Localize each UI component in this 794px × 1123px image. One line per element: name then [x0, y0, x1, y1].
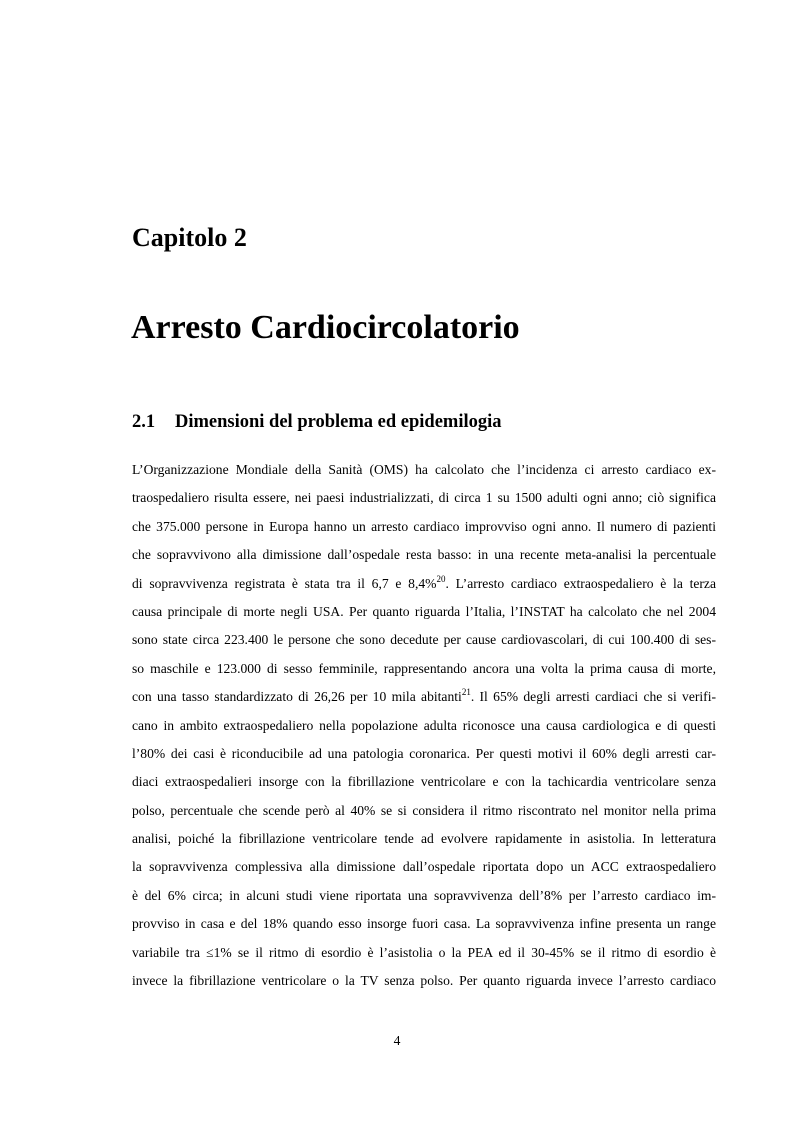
section-number: 2.1 — [132, 412, 156, 432]
paragraph-line: la sopravvivenza complessiva alla dimissione dall’ospedale riportata dopo un ACC extraospedaliero — [132, 859, 716, 875]
paragraph-line: che 375.000 persone in Europa hanno un arresto cardiaco improvviso ogni anno. Il numero di pazienti — [132, 518, 716, 534]
paragraph-line: invece la fibrillazione ventricolare o la TV senza polso. Per quanto riguarda invece l’arresto cardiaco — [132, 973, 716, 989]
citation-superscript: 21 — [461, 687, 471, 698]
paragraph-line: variabile tra ≤1% se il ritmo di esordio è l’asistolia o la PEA ed il 30-45% se il ritmo di esordio è — [132, 944, 716, 960]
paragraph-line — [132, 570, 716, 598]
paragraph-line: cano in ambito extraospedaliero nella popolazione adulta riconosce una causa cardiologica e di questi — [132, 717, 716, 733]
paragraph-line: L’Organizzazione Mondiale della Sanità (OMS) ha calcolato che l’incidenza ci arresto cardiaco ex- — [132, 462, 716, 477]
line-text: di sopravvivenza registrata è stata tra il 6,7 e 8,4% — [132, 575, 437, 591]
paragraph-line: so maschile e 123.000 di sesso femminile, rappresentando ancora una volta la prima causa di morte, — [132, 660, 716, 676]
paragraph-line: provviso in casa e del 18% quando esso insorge fuori casa. La sopravvivenza infine presenta un range — [132, 916, 716, 932]
paragraph-line: polso, percentuale che scende però al 40% se si considera il ritmo riscontrato nel monitor nella prima — [132, 802, 716, 818]
paragraph-line: causa principale di morte negli USA. Per quanto riguarda l’Italia, l’INSTAT ha calcolato che nel 2004 — [132, 603, 716, 619]
paragraph-line — [132, 683, 716, 711]
body-paragraph — [132, 456, 716, 995]
section-heading — [132, 410, 502, 434]
chapter-label: Capitolo 2 — [132, 223, 247, 252]
paragraph-line: traospedaliero risulta essere, nei paesi industrializzati, di circa 1 su 1500 adulti ogni anno; ciò significa — [132, 490, 716, 506]
paragraph-line: analisi, poiché la fibrillazione ventricolare tende ad evolvere rapidamente in asistolia. In letteratura — [132, 831, 716, 847]
paragraph-line: diaci extraospedalieri insorge con la fibrillazione ventricolare e con la tachicardia ventricolare senza — [132, 774, 716, 790]
paragraph-line: è del 6% circa; in alcuni studi viene riportata una sopravvivenza dell’8% per l’arresto cardiaco im- — [132, 887, 716, 903]
chapter-title: Arresto Cardiocircolatorio — [131, 309, 520, 346]
citation-superscript: 20 — [436, 573, 446, 584]
paragraph-line: l’80% dei casi è riconducibile ad una patologia coronarica. Per questi motivi il 60% degli arresti car- — [132, 745, 716, 761]
paragraph-line: sono state circa 223.400 le persone che sono decedute per cause cardiovascolari, di cui 100.400 di ses- — [132, 632, 716, 648]
line-text: . L’arresto cardiaco extraospedaliero è la terza — [445, 575, 716, 591]
paragraph-line: che sopravvivono alla dimissione dall’ospedale resta basso: in una recente meta-analisi la percentuale — [132, 547, 716, 563]
line-text: con una tasso standardizzato di 26,26 per 10 mila abitanti — [132, 689, 462, 705]
section-title: Dimensioni del problema ed epidemilogia — [175, 412, 502, 432]
line-text: . Il 65% degli arresti cardiaci che si verifi- — [470, 689, 716, 705]
page-number: 4 — [393, 1033, 401, 1048]
